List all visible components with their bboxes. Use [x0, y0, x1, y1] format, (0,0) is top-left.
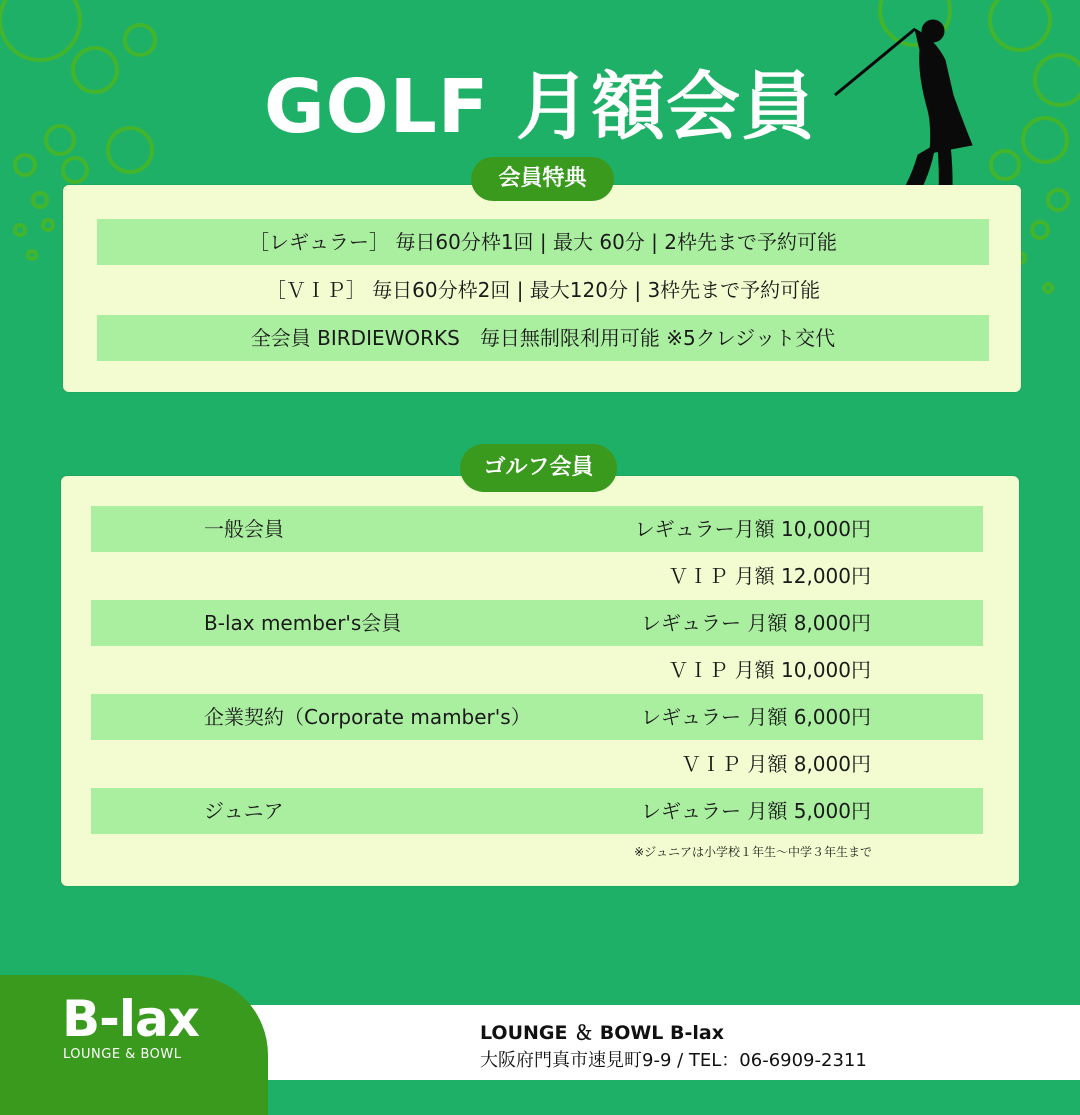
membership-row — [91, 741, 983, 787]
membership-row — [91, 647, 983, 693]
junior-note: ※ジュニアは小学校１年生〜中学３年生まで — [634, 845, 872, 859]
membership-row — [91, 788, 983, 834]
benefit-row-all: 全会員 BIRDIEWORKS 毎日無制限利用可能 ※5クレジット交代 — [97, 315, 989, 361]
benefits-heading: 会員特典 — [471, 157, 614, 201]
membership-name: ジュニア — [204, 799, 284, 823]
membership-price: ＶＩＰ 月額 10,000円 — [668, 658, 871, 682]
membership-row — [91, 553, 983, 599]
membership-price: レギュラー月額 10,000円 — [634, 517, 871, 541]
membership-price: ＶＩＰ 月額 8,000円 — [681, 752, 871, 776]
venue-name: LOUNGE ＆ BOWL B-lax — [480, 1022, 724, 1044]
logo-subtitle: LOUNGE & BOWL — [63, 1047, 182, 1062]
membership-name: 企業契約（Corporate mamber's） — [204, 705, 531, 729]
benefit-row-regular: ［レギュラー］ 毎日60分枠1回 | 最大 60分 | 2枠先まで予約可能 — [97, 219, 989, 265]
venue-address: 大阪府門真市速見町9-9 / TEL：06-6909-2311 — [480, 1050, 867, 1071]
logo: B-lax — [62, 990, 199, 1048]
page-title: GOLF 月額会員 — [263, 64, 817, 150]
membership-price: レギュラー 月額 6,000円 — [641, 705, 871, 729]
membership-price: ＶＩＰ 月額 12,000円 — [668, 564, 871, 588]
membership-name: B-lax member's会員 — [204, 611, 402, 635]
membership-name: 一般会員 — [204, 517, 284, 541]
membership-row — [91, 506, 983, 552]
membership-heading: ゴルフ会員 — [460, 444, 617, 492]
membership-price: レギュラー 月額 5,000円 — [641, 799, 871, 823]
benefit-row-vip: ［ＶＩＰ］ 毎日60分枠2回 | 最大120分 | 3枠先まで予約可能 — [265, 278, 821, 302]
membership-row — [91, 694, 983, 740]
membership-row — [91, 600, 983, 646]
membership-price: レギュラー 月額 8,000円 — [641, 611, 871, 635]
